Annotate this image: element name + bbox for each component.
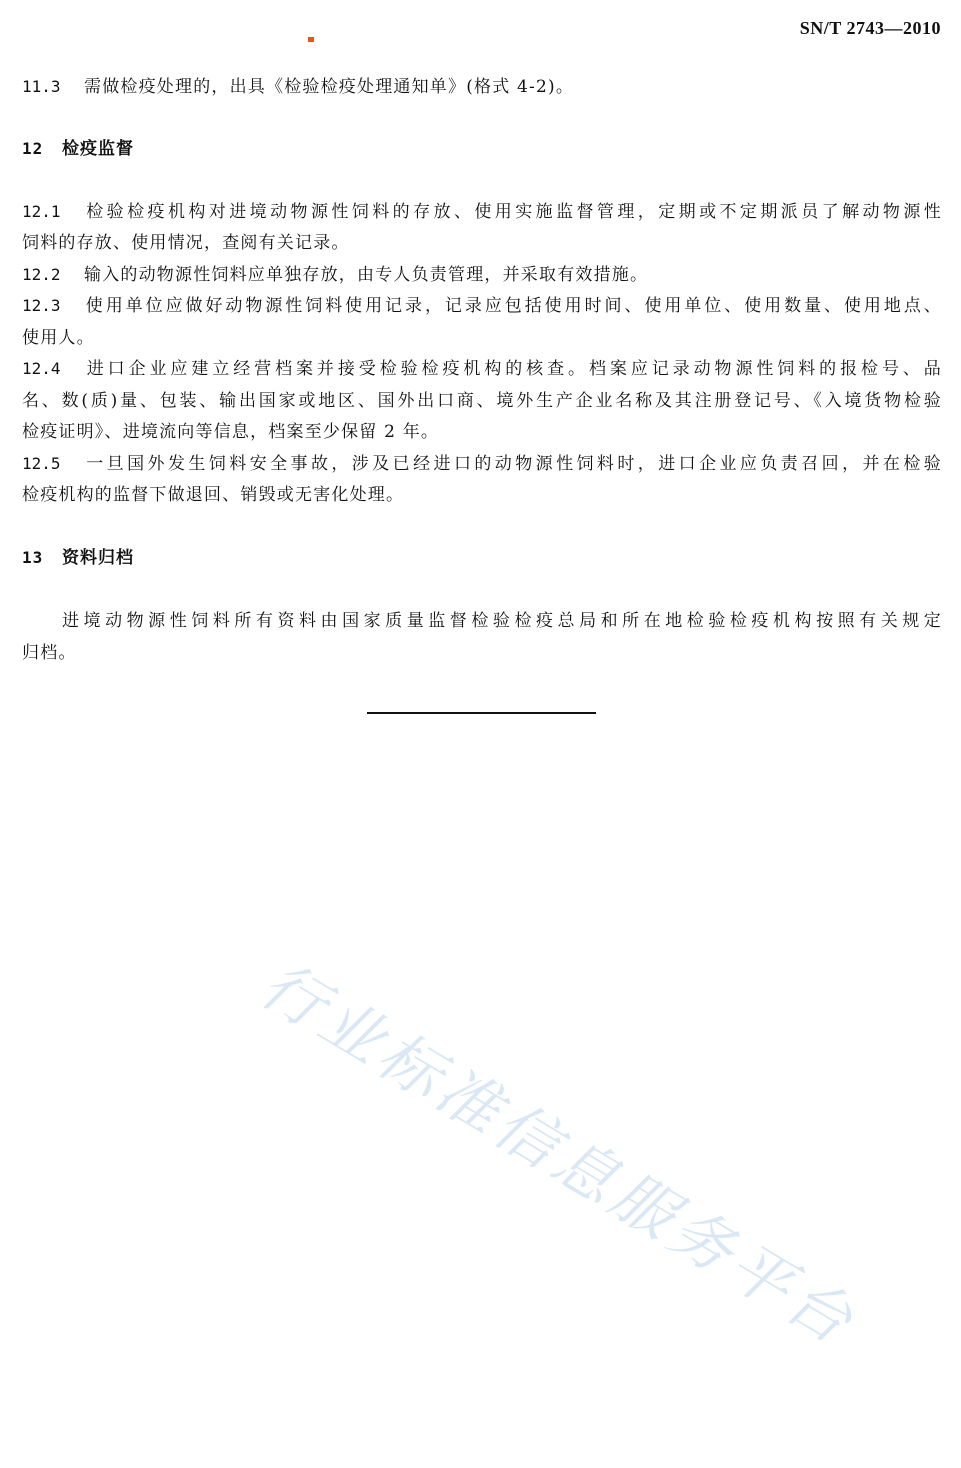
clause-number: 12.1 — [22, 202, 61, 221]
section-heading-13 — [22, 547, 134, 569]
clause-12-2 — [22, 264, 942, 286]
clause-number: 11.3 — [22, 77, 61, 96]
clause-number: 12.3 — [22, 296, 61, 315]
clause-text: 一旦国外发生饲料安全事故，涉及已经进口的动物源性饲料时，进口企业应负责召回，并在检验 — [84, 454, 942, 474]
clause-text: 进口企业应建立经营档案并接受检验检疫机构的核查。档案应记录动物源性饲料的报检号、品 — [84, 359, 942, 379]
header-color-mark — [308, 37, 314, 42]
clause-text: 检验检疫机构对进境动物源性饲料的存放、使用实施监督管理，定期或不定期派员了解动物源性 — [84, 202, 942, 222]
end-of-document-rule — [367, 712, 596, 714]
clause-11-3 — [22, 76, 942, 98]
clause-12-1-line-2: 饲料的存放、使用情况，查阅有关记录。 — [22, 233, 350, 253]
clause-number: 12.2 — [22, 265, 61, 284]
clause-text: 需做检疫处理的，出具《检验检疫处理通知单》(格式 4-2)。 — [84, 77, 575, 97]
clause-12-4-line-3: 检疫证明》、进境流向等信息，档案至少保留 2 年。 — [22, 422, 440, 442]
section-heading-12 — [22, 138, 134, 160]
clause-text: 使用单位应做好动物源性饲料使用记录，记录应包括使用时间、使用单位、使用数量、使用地点、 — [84, 296, 942, 316]
clause-text: 输入的动物源性饲料应单独存放，由专人负责管理，并采取有效措施。 — [84, 265, 649, 285]
clause-number: 12.5 — [22, 454, 61, 473]
clause-12-5-line-2: 检疫机构的监督下做退回、销毁或无害化处理。 — [22, 485, 405, 505]
clause-12-3-line-1 — [22, 295, 942, 317]
section-number: 12 — [22, 139, 44, 158]
section-title: 资料归档 — [62, 548, 134, 568]
section-number: 13 — [22, 548, 44, 567]
clause-12-3-line-2: 使用人。 — [22, 328, 95, 348]
section-13-paragraph-line-2: 归档。 — [22, 643, 77, 663]
clause-12-1-line-1 — [22, 201, 942, 223]
clause-12-4-line-1 — [22, 358, 942, 380]
clause-12-5-line-1 — [22, 453, 942, 475]
watermark-text: 行业标准信息服务平台 — [248, 947, 870, 1361]
document-code: SN/T 2743—2010 — [799, 18, 941, 38]
clause-12-4-line-2: 名、数(质)量、包装、输出国家或地区、国外出口商、境外生产企业名称及其注册登记号、《入境货物检验 — [22, 391, 942, 411]
section-13-paragraph-line-1: 进境动物源性饲料所有资料由国家质量监督检验检疫总局和所在地检验检疫机构按照有关规定 — [62, 611, 942, 631]
clause-number: 12.4 — [22, 359, 61, 378]
section-title: 检疫监督 — [62, 139, 134, 159]
